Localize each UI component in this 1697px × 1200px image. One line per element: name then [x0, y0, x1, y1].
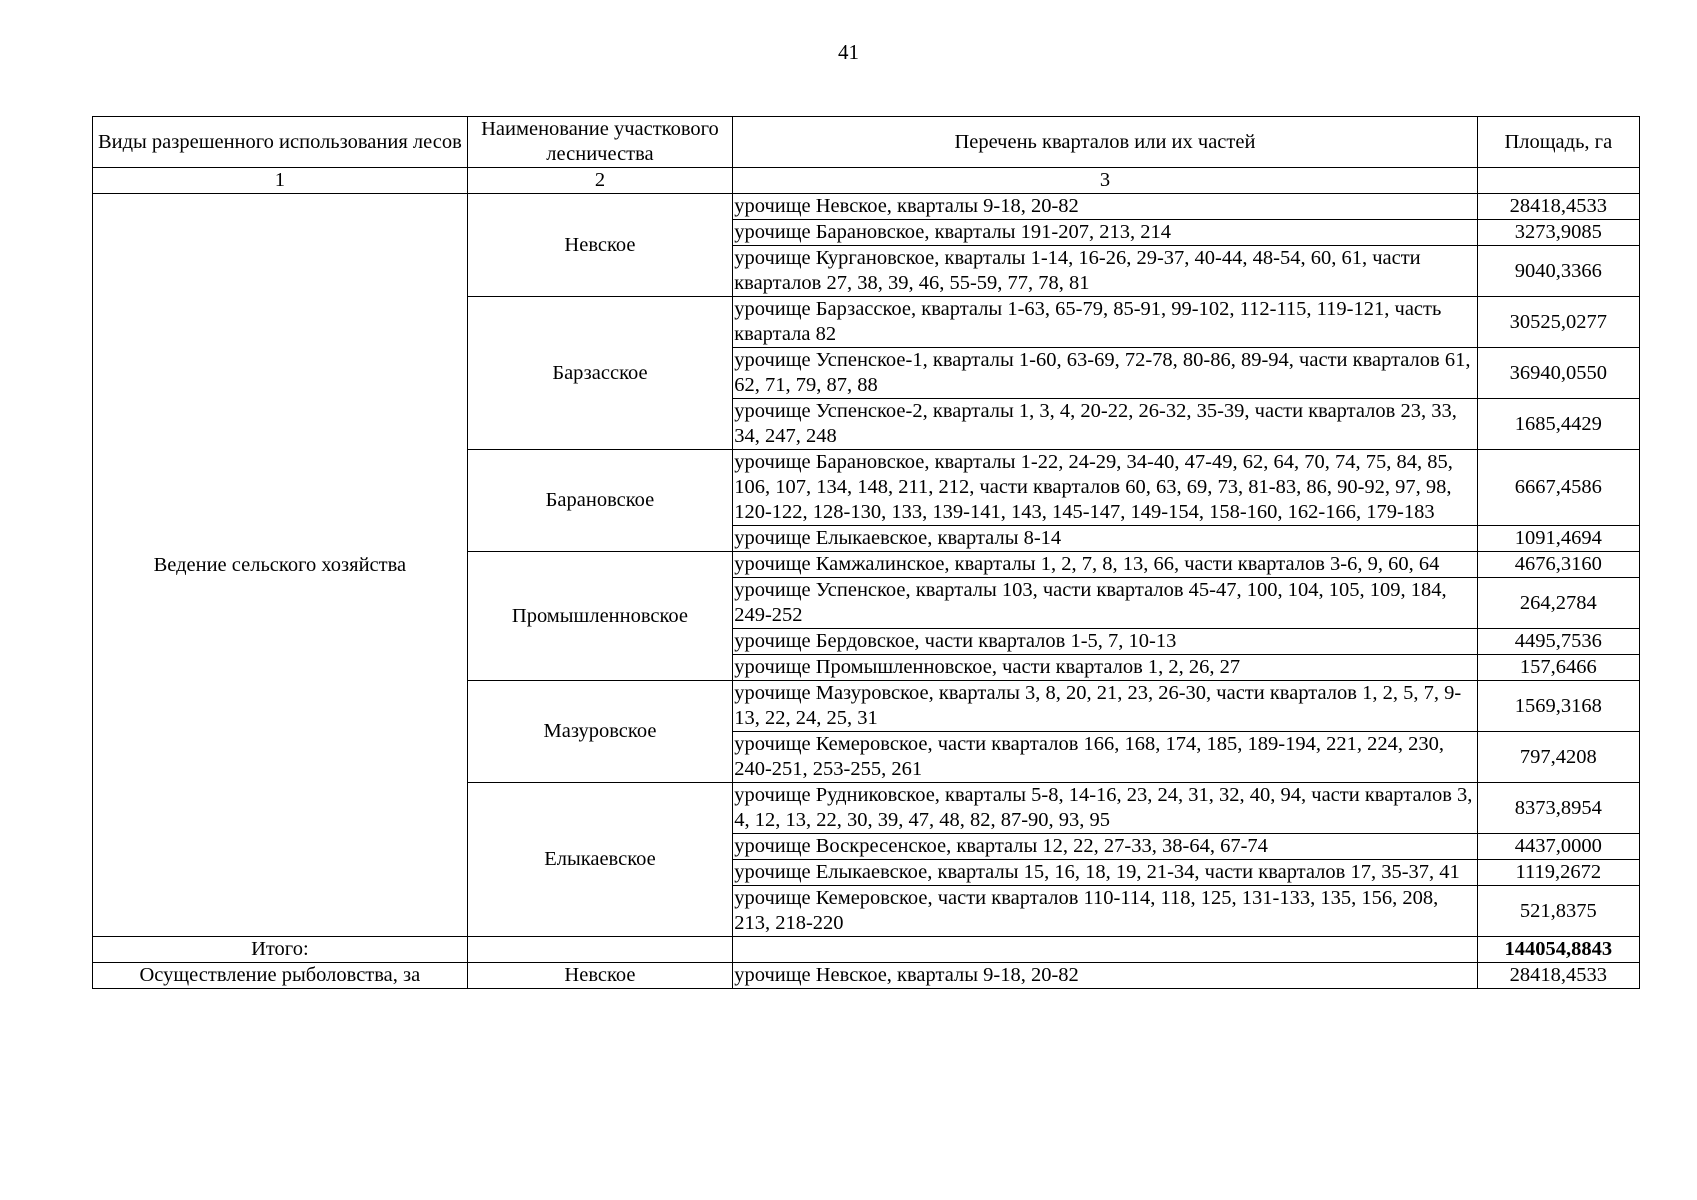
page-number: 41	[838, 40, 859, 64]
area-cell: 264,2784	[1477, 578, 1639, 629]
area-cell: 1685,4429	[1477, 399, 1639, 450]
header-row	[93, 117, 1640, 168]
quarter-list-cell: урочище Барзасское, кварталы 1-63, 65-79, 85-91, 99-102, 112-115, 119-121, часть квартала 82	[733, 297, 1477, 348]
quarter-list-cell: урочище Барановское, кварталы 191-207, 213, 214	[733, 220, 1477, 246]
total-label: Итого:	[93, 937, 468, 963]
area-cell: 9040,3366	[1477, 246, 1639, 297]
header-quarter-list: Перечень кварталов или их частей	[733, 117, 1477, 168]
quarter-list-cell: урочище Невское, кварталы 9-18, 20-82	[733, 194, 1477, 220]
total-empty-cell	[467, 937, 733, 963]
area-cell: 30525,0277	[1477, 297, 1639, 348]
area-cell: 4676,3160	[1477, 552, 1639, 578]
area-cell: 1569,3168	[1477, 681, 1639, 732]
header-number-2: 2	[467, 168, 733, 194]
forestry-name-cell: Барзасское	[467, 297, 733, 450]
area-cell: 157,6466	[1477, 655, 1639, 681]
quarter-list-cell: урочище Кемеровское, части кварталов 110-114, 118, 125, 131-133, 135, 156, 208, 213, 218-220	[733, 886, 1477, 937]
quarter-list-cell: урочище Промышленновское, части кварталов 1, 2, 26, 27	[733, 655, 1477, 681]
usage-type-cell: Осуществление рыболовства, за	[93, 963, 468, 989]
table-body	[93, 194, 1640, 989]
quarter-list-cell: урочище Успенское-1, кварталы 1-60, 63-69, 72-78, 80-86, 89-94, части кварталов 61, 62, 71, 79, 87, 88	[733, 348, 1477, 399]
forestry-name-cell: Невское	[467, 194, 733, 297]
quarter-list-cell: урочище Мазуровское, кварталы 3, 8, 20, 21, 23, 26-30, части кварталов 1, 2, 5, 7, 9-13, 22, 24, 25, 31	[733, 681, 1477, 732]
area-cell: 797,4208	[1477, 732, 1639, 783]
quarter-list-cell: урочище Елыкаевское, кварталы 15, 16, 18, 19, 21-34, части кварталов 17, 35-37, 41	[733, 860, 1477, 886]
quarter-list-cell: урочище Воскресенское, кварталы 12, 22, 27-33, 38-64, 67-74	[733, 834, 1477, 860]
header-area: Площадь, га	[1477, 117, 1639, 168]
area-cell: 28418,4533	[1477, 194, 1639, 220]
table-row	[93, 194, 1640, 220]
area-cell: 36940,0550	[1477, 348, 1639, 399]
quarter-list-cell: урочище Невское, кварталы 9-18, 20-82	[733, 963, 1477, 989]
forestry-name-cell: Барановское	[467, 450, 733, 552]
area-cell: 28418,4533	[1477, 963, 1639, 989]
header-number-1: 1	[93, 168, 468, 194]
area-cell: 1119,2672	[1477, 860, 1639, 886]
usage-type-cell: Ведение сельского хозяйства	[93, 194, 468, 937]
forestry-name-cell: Невское	[467, 963, 733, 989]
area-cell: 521,8375	[1477, 886, 1639, 937]
quarter-list-cell: урочище Рудниковское, кварталы 5-8, 14-16, 23, 24, 31, 32, 40, 94, части кварталов 3, 4, 12, 13, 22, 30, 39, 47, 48, 82, 87-90, 93, 95	[733, 783, 1477, 834]
area-cell: 8373,8954	[1477, 783, 1639, 834]
quarter-list-cell: урочище Успенское-2, кварталы 1, 3, 4, 20-22, 26-32, 35-39, части кварталов 23, 33, 34, 247, 248	[733, 399, 1477, 450]
total-area: 144054,8843	[1477, 937, 1639, 963]
header-forestry-name: Наименование участкового лесничества	[467, 117, 733, 168]
header-number-3: 3	[733, 168, 1477, 194]
forestry-name-cell: Елыкаевское	[467, 783, 733, 937]
forest-usage-table	[92, 116, 1640, 989]
forestry-name-cell: Промышленновское	[467, 552, 733, 681]
total-empty-cell	[733, 937, 1477, 963]
area-cell: 4437,0000	[1477, 834, 1639, 860]
area-cell: 4495,7536	[1477, 629, 1639, 655]
header-number-4	[1477, 168, 1639, 194]
quarter-list-cell: урочище Кемеровское, части кварталов 166, 168, 174, 185, 189-194, 221, 224, 230, 240-251, 253-255, 261	[733, 732, 1477, 783]
quarter-list-cell: урочище Елыкаевское, кварталы 8-14	[733, 526, 1477, 552]
quarter-list-cell: урочище Камжалинское, кварталы 1, 2, 7, 8, 13, 66, части кварталов 3-6, 9, 60, 64	[733, 552, 1477, 578]
forestry-name-cell: Мазуровское	[467, 681, 733, 783]
area-cell: 1091,4694	[1477, 526, 1639, 552]
table-row	[93, 963, 1640, 989]
quarter-list-cell: урочище Кургановское, кварталы 1-14, 16-26, 29-37, 40-44, 48-54, 60, 61, части кварталов 27, 38, 39, 46, 55-59, 77, 78, 81	[733, 246, 1477, 297]
total-row	[93, 937, 1640, 963]
area-cell: 6667,4586	[1477, 450, 1639, 526]
quarter-list-cell: урочище Успенское, кварталы 103, части кварталов 45-47, 100, 104, 105, 109, 184, 249-252	[733, 578, 1477, 629]
quarter-list-cell: урочище Барановское, кварталы 1-22, 24-29, 34-40, 47-49, 62, 64, 70, 74, 75, 84, 85, 106, 107, 134, 148, 211, 212, части кварталов 60, 63, 69, 73, 81-83, 86, 90-92, 97, 98, 120-122, 128-130, 133, 139-141, 143, 145-147, 149-154, 158-160, 162-166, 179-183	[733, 450, 1477, 526]
area-cell: 3273,9085	[1477, 220, 1639, 246]
quarter-list-cell: урочище Бердовское, части кварталов 1-5, 7, 10-13	[733, 629, 1477, 655]
header-number-row	[93, 168, 1640, 194]
header-usage-type: Виды разрешенного использования лесов	[93, 117, 468, 168]
